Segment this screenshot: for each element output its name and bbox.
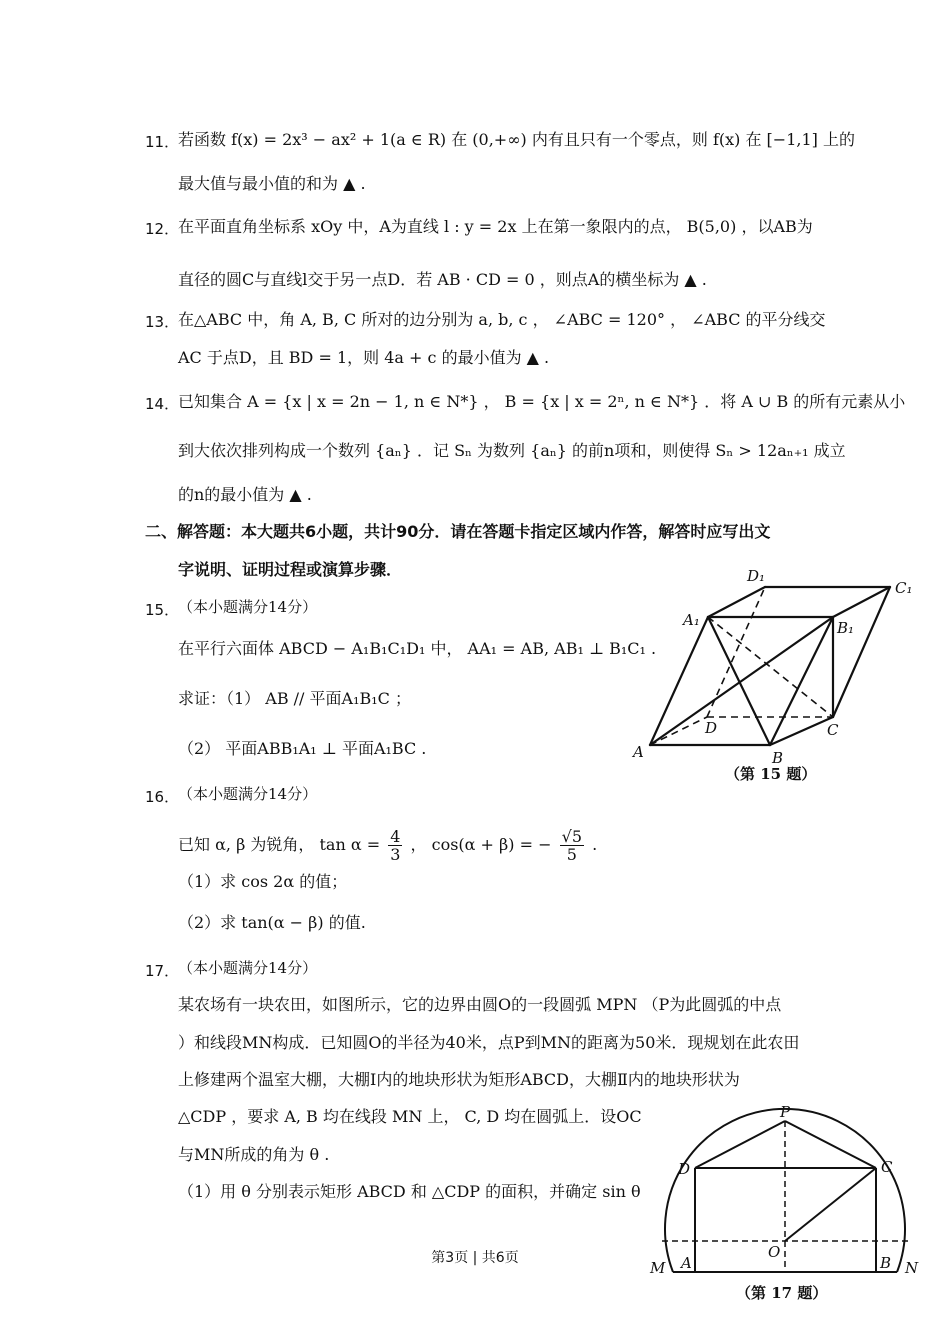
fig15-label-d: D (705, 719, 718, 737)
q15-number: 15． (145, 601, 180, 619)
q17-line1: 某农场有一块农田，如图所示，它的边界由圆O的一段圆弧 MPN （P为此圆弧的中点 (178, 995, 782, 1014)
q16-number: 16． (145, 788, 180, 806)
q12-line1: 在平面直角坐标系 xOy 中，A为直线 l : y = 2x 上在第一象限内的点， B(5,0) ，以AB为 (178, 217, 813, 236)
q16-score: （本小题满分14分） (178, 785, 318, 803)
q17-line4: △CDP ，要求 A, B 均在线段 MN 上， C, D 均在圆弧上．设OC (178, 1107, 642, 1126)
q16-frac2-numerator: √5 (561, 827, 582, 846)
q15-stem: 在平行六面体 ABCD − A₁B₁C₁D₁ 中， AA₁ = AB, AB₁ ⊥ B₁C₁ . (178, 639, 657, 658)
fig17-label-c: C (881, 1158, 893, 1176)
q16-fraction-cos (560, 828, 584, 863)
q16-stem (178, 828, 597, 863)
q14-line1: 已知集合 A = {x | x = 2n − 1, n ∈ N*} ， B = {x | x = 2ⁿ, n ∈ N*} ．将 A ∪ B 的所有元素从小 (178, 392, 906, 411)
fig15-label-c1: C₁ (895, 579, 913, 597)
q16-stem-a: 已知 α, β 为锐角， tan α = (178, 835, 381, 854)
q16-frac2-denominator: 5 (566, 845, 577, 864)
q17-score: （本小题满分14分） (178, 959, 318, 977)
q15-score: （本小题满分14分） (178, 598, 318, 616)
q11-number: 11． (145, 133, 180, 151)
section2-heading-line2: 字说明、证明过程或演算步骤． (178, 560, 403, 579)
q17-line5: 与MN所成的角为 θ . (178, 1145, 330, 1164)
q14-line2: 到大依次排列构成一个数列 {aₙ} ．记 Sₙ 为数列 {aₙ} 的前n项和，则使得 Sₙ > 12aₙ₊₁ 成立 (178, 441, 846, 460)
q15-part1: 求证：（1） AB // 平面A₁B₁C ； (178, 689, 412, 708)
fig15-label-d1: D₁ (747, 567, 766, 585)
fig17-label-n: N (905, 1259, 919, 1277)
fig17-label-a: A (681, 1254, 692, 1272)
page-footer: 第3页 | 共6页 (431, 1250, 519, 1266)
fig15-label-c: C (827, 721, 839, 739)
q11-line2: 最大值与最小值的和为 ▲ . (178, 174, 366, 193)
q16-fraction-tan (388, 828, 402, 863)
q16-stem-c: . (592, 835, 598, 854)
q11-line1: 若函数 f(x) = 2x³ − ax² + 1(a ∈ R) 在 (0,+∞) 内有且只有一个零点，则 f(x) 在 [−1,1] 上的 (178, 130, 855, 149)
fig15-caption: （第 15 题） (725, 765, 817, 783)
q12-line2: 直径的圆C与直线l交于另一点D．若 AB · CD = 0 ，则点A的横坐标为 ▲ . (178, 270, 707, 289)
q17-line3: 上修建两个温室大棚，大棚Ⅰ内的地块形状为矩形ABCD，大棚Ⅱ内的地块形状为 (178, 1070, 740, 1089)
figure-17-semicircle-field (640, 1105, 930, 1305)
section2-heading-line1: 二、解答题：本大题共6小题，共计90分．请在答题卡指定区域内作答，解答时应写出文 (145, 522, 771, 541)
q16-part2: （2）求 tan(α − β) 的值. (178, 913, 366, 932)
q17-line6: （1）用 θ 分别表示矩形 ABCD 和 △CDP 的面积，并确定 sin θ (178, 1182, 641, 1201)
q13-line2: AC 于点D，且 BD = 1，则 4a + c 的最小值为 ▲ . (178, 348, 550, 367)
fig17-label-d: D (678, 1160, 691, 1178)
fig17-label-o: O (768, 1243, 781, 1261)
fig15-label-b: B (772, 749, 784, 767)
fig17-label-p: P (780, 1105, 791, 1121)
q13-number: 13． (145, 313, 180, 331)
q16-frac1-numerator: 4 (390, 827, 401, 846)
q16-frac1-denominator: 3 (390, 845, 401, 864)
fig15-label-a: A (633, 743, 644, 761)
q16-stem-b: ， cos(α + β) = − (410, 835, 552, 854)
fig17-label-m: M (650, 1259, 666, 1277)
q17-line2: ）和线段MN构成．已知圆O的半径为40米，点P到MN的距离为50米．现规划在此农田 (178, 1033, 800, 1052)
q15-part2: （2） 平面ABB₁A₁ ⊥ 平面A₁BC . (178, 739, 427, 758)
q17-number: 17． (145, 962, 180, 980)
q14-line3: 的n的最小值为 ▲ . (178, 485, 312, 504)
fig17-label-b: B (880, 1254, 892, 1272)
fig17-caption: （第 17 题） (736, 1284, 828, 1302)
q14-number: 14． (145, 395, 180, 413)
q12-number: 12． (145, 220, 180, 238)
fig15-label-b1: B₁ (837, 619, 855, 637)
figure-15-parallelepiped (625, 565, 925, 790)
q16-part1: （1）求 cos 2α 的值； (178, 872, 348, 891)
fig15-label-a1: A₁ (683, 611, 700, 629)
q13-line1: 在△ABC 中，角 A, B, C 所对的边分别为 a, b, c ， ∠ABC = 120° ， ∠ABC 的平分线交 (178, 310, 826, 329)
